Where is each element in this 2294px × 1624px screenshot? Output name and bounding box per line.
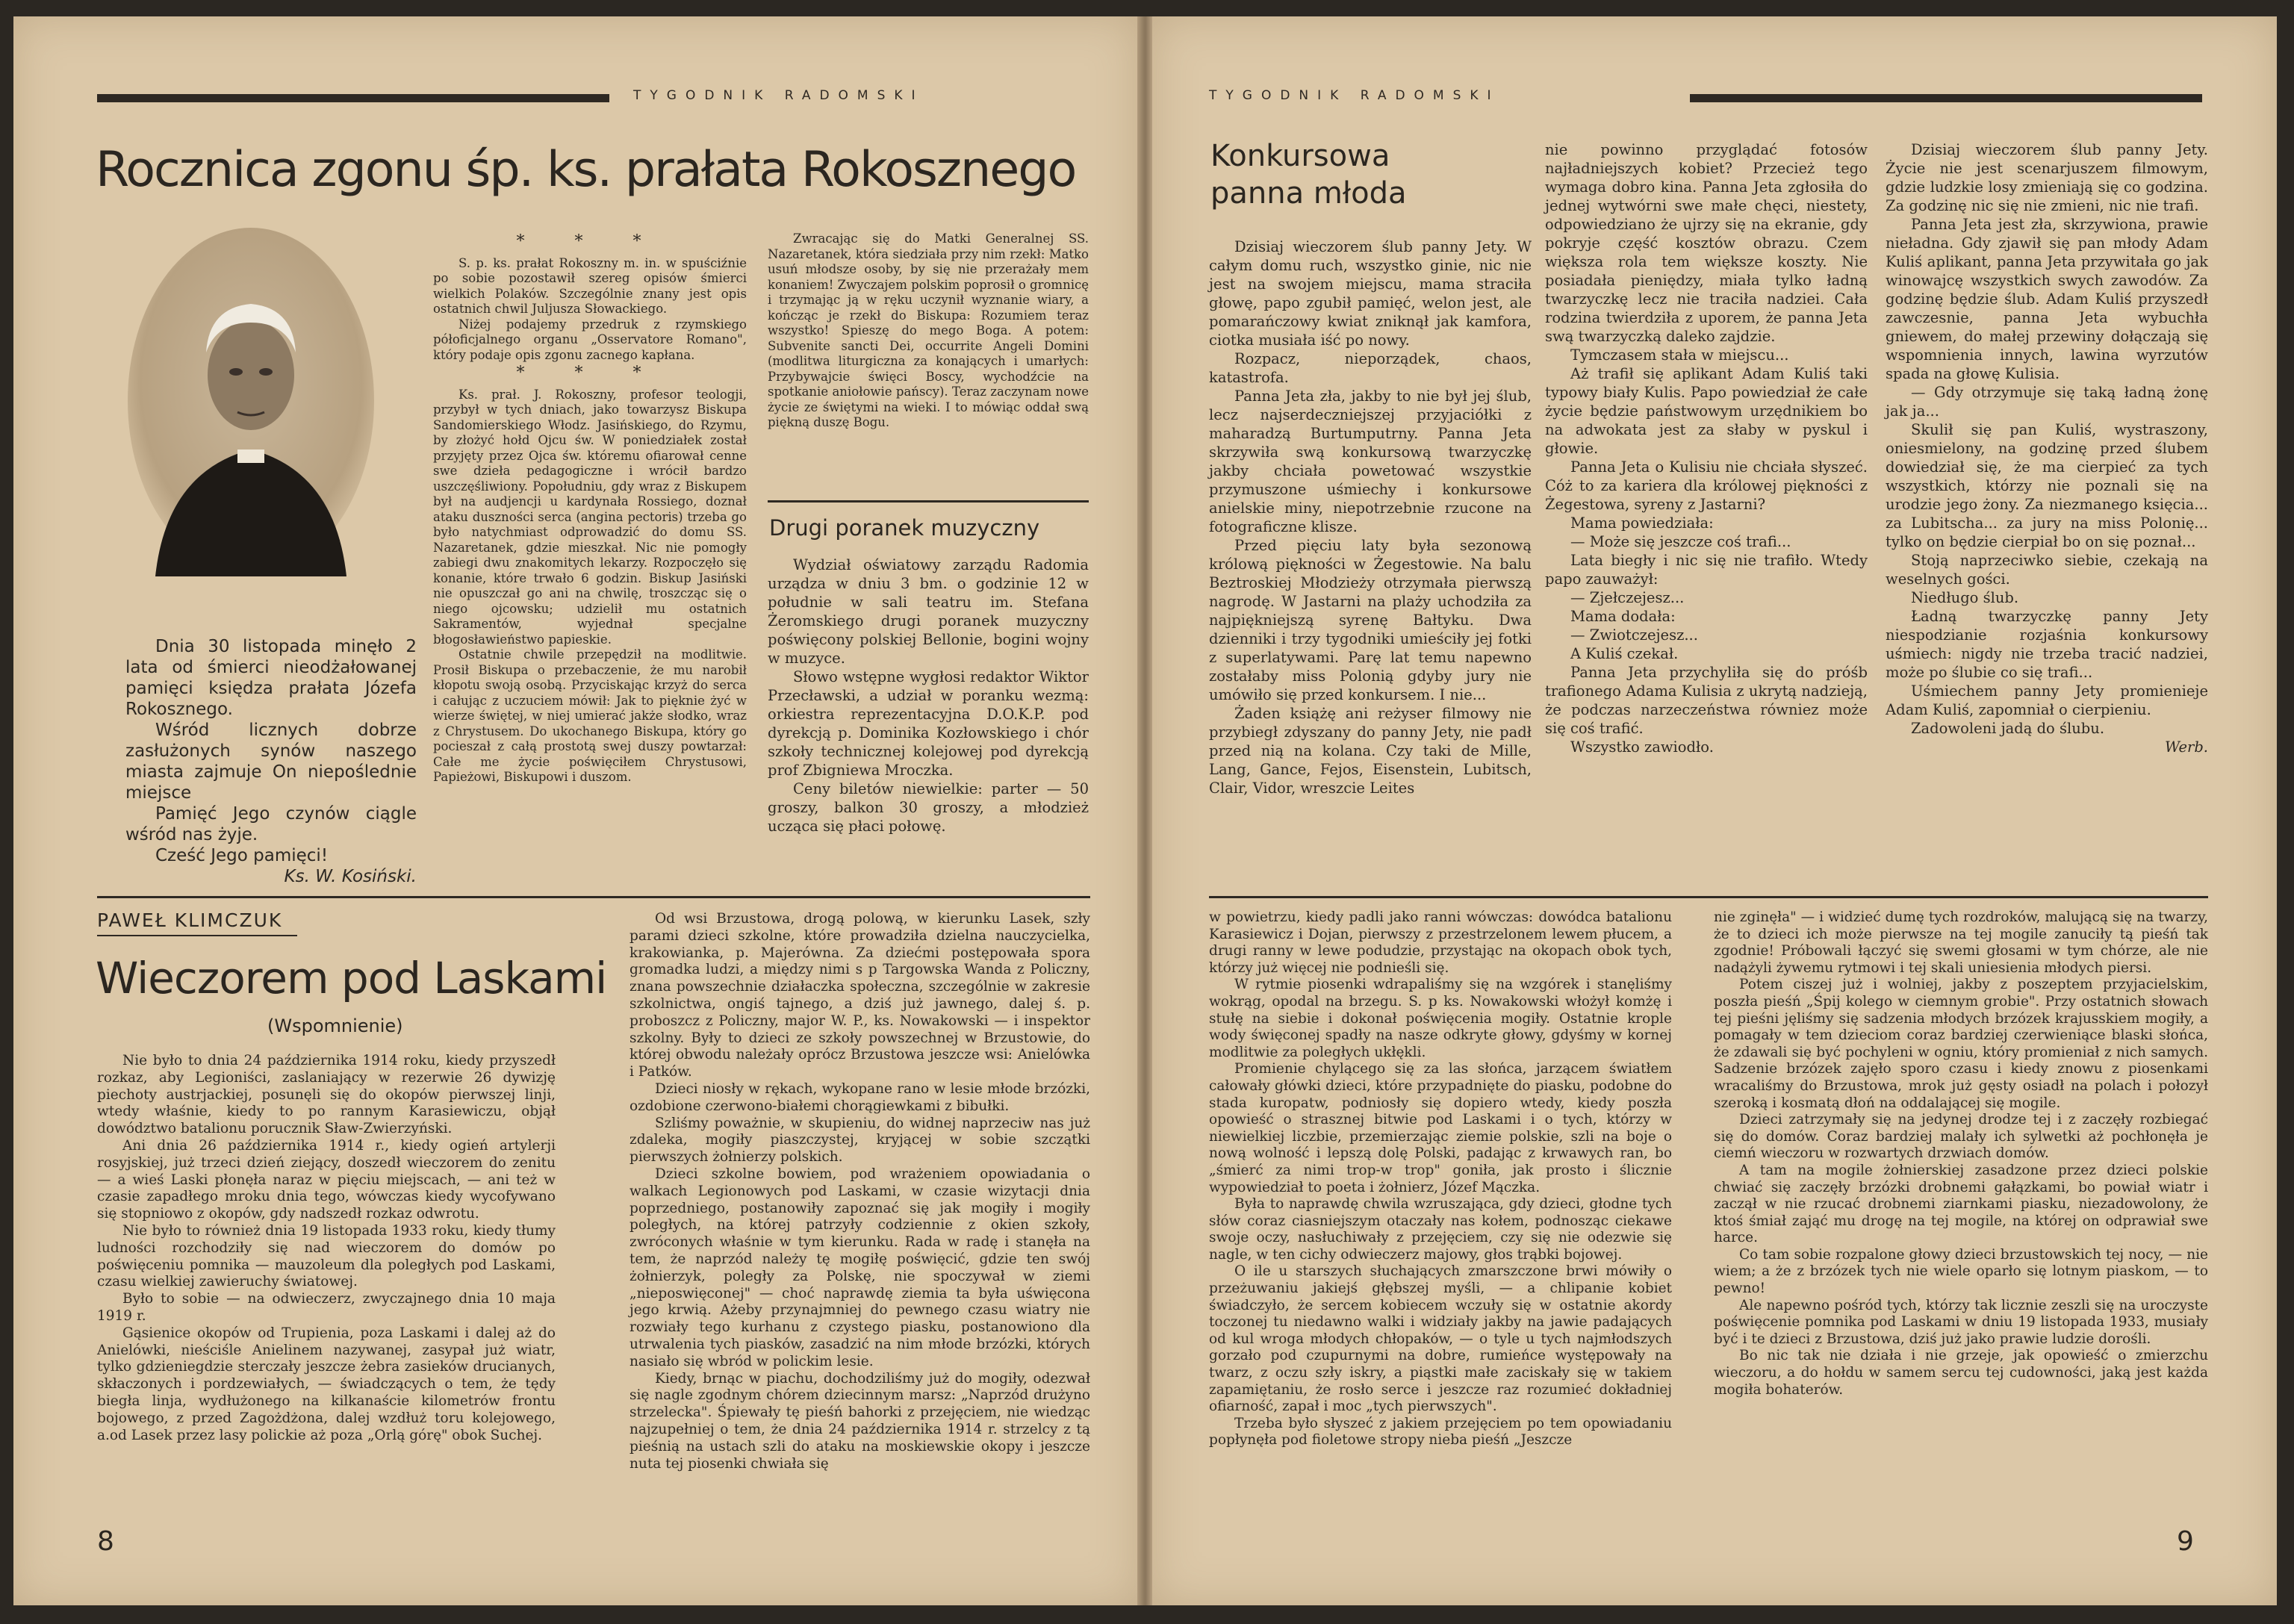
- paragraph: Dzieci szkolne bowiem, pod wrażeniem opowiadania o walkach Legionowych pod Laskami, w czasie wizytacji dnia poprzedniego, postanowiły zapoznać się jak mogiły i mogiły poległych, na której patrzyły codziennie z okien szkoły, zwróconych właśnie w tym kierunku. Rada w radę i stanęła na tem, że naprzód należy tę mogiłę poświęcić, gdzie ten swój żołnierzyk, poległy za Polskę, nie spoczywał w ziemi „nieposwięconej" — choć naprawdę ziemia ta była uświęcona jego krwią. Ażeby przynajmniej do pewnego czasu wiatry nie rozwiały tego kurhanu z czystego piasku, postanowiono dla utrwalenia tych piasków, zasadzić na nim młode brzózki, których nasiało się wbród w polickim lesie.: [630, 1166, 1090, 1369]
- section-stars: * * *: [516, 364, 664, 382]
- article-title-rokoszny: Rocznica zgonu śp. ks. prałata Rokosznego: [96, 142, 1076, 198]
- paragraph: — Zjełczejesz...: [1570, 589, 1685, 606]
- laski-column-1: [97, 1053, 556, 1444]
- section-stars: * * *: [516, 232, 664, 251]
- paragraph: Panna Jeta jest zła, skrzywiona, prawie nieładna. Gdy zjawił się pan młody Adam Kuliś aplikant, panna Jeta przywitała go jak winowajcę wszystkich swych zawodów. Za godzinę będzie ślub. Adam Kuliś przyszedł zawczesnie, panna Jeta wybuchła gniewem, do małej przewiny dołączają się wspomnienia innych, lawina wyrzutów spada na głowę Kulisia.: [1886, 216, 2208, 382]
- section-divider: [1209, 896, 2208, 898]
- paragraph: Nie było to dnia 24 października 1914 roku, kiedy przyszedł rozkaz, aby Legioniści, zaslaniający w rezerwie 26 dywizję piechoty austrjackiej, posunęli się do okopów pierwszej linji, wtedy właśnie, kiedy to po rannym Karasiewiczu, objął dowództwo batalionu porucznik Sław-Zwierzyński.: [97, 1053, 556, 1137]
- paragraph: Lata biegły i nic się nie trafiło. Wtedy papo zauważył:: [1545, 552, 1868, 588]
- book-spine: [1136, 16, 1154, 1605]
- tribute-paragraph: Wśród licznych dobrze zasłużonych synów naszego miasta zajmuje On niepoślednie miejsce: [125, 721, 417, 803]
- paragraph: Gąsienice okopów od Trupienia, poza Laskami i dalej aż do Anielówki, nieściśle Anielinem nazywanej, zasypał już wiatr, tylko gdzieniegdzie sterczały jeszcze żebra zasieków drucianych, skłaczonych i pordzewiałych, — świadczących o tem, że tędy biegła linja, wydłużonego na kilkanaście kilometrów frontu bojowego, z przed Zagożdżona, dalej wzdłuż toru kolejowego, a.od Lasek przez lasy polickie aż poza „Orlą górę" obok Suchej.: [97, 1325, 556, 1443]
- paragraph: Przed pięciu laty była sezonową królową piękności w Żegestowie. Na balu Beztroskiej Młodzieży otrzymała pierwszą nagrodę. W Jastarni na plaży uchodziła za najpiękniejszą syrenę Bałtyku. Dwa dzienniki i trzy tygodniki umieściły jej fotki z superlatywami. Parę lat temu napewno zostałaby miss Polonią gdyby jury nie umówiło się przed konkursem. I nie...: [1209, 537, 1532, 703]
- paragraph: Wszystko zawiodło.: [1570, 738, 1714, 756]
- paragraph: W rytmie piosenki wdrapaliśmy się na wzgórek i stanęliśmy wokrąg, opodal na brzegu. S. p ks. Nowakowski włożył komżę i stułę na siebie i dokonał poświęcenia mogiły. Ostatnie krople wody święconej spadły na nasze odkryte głowy, gdyśmy w kornej modlitwie za poległych ukłękli.: [1209, 977, 1672, 1060]
- tribute-paragraph: Pamięć Jego czynów ciągle wśród nas żyje.: [125, 804, 417, 844]
- paragraph: Nie było to również dnia 19 listopada 1933 roku, kiedy tłumy ludności rozchodziły się nad wieczorem do domów po poświęceniu pomnika — mauzoleum dla poległych pod Laskami, czasu wielkiej zawieruchy światowej.: [97, 1222, 556, 1290]
- paragraph: Żaden książę ani reżyser filmowy nie przybiegł zdyszany do panny Jety, nie padł przed nią na kolana. Czy taki de Mille, Lang, Gance, Fejos, Eisenstein, Lubitsch, Clair, Vidor, wreszcie Leites: [1209, 705, 1532, 797]
- header-rule: [97, 94, 609, 102]
- paragraph: Ostatnie chwile przepędził na modlitwie. Prosił Biskupa o przebaczenie, że mu narobił kłopotu swoją osobą. Przyciskając krzyż do serca i całując z uczuciem mówił: Jak to pięknie żyć w wierze świętej, w niej umierać jakże słodko, wraz z Chrystusem. Do ukochanego Biskupa, który go pocieszał z całą prostotą swej duszy powtarzał: Całe me życie poświęciłem Chrystusowi, Papieżowi, Biskupowi i duszom.: [433, 647, 747, 784]
- paragraph: — Zwiotczejesz...: [1570, 626, 1698, 644]
- right-page: [1152, 16, 2277, 1605]
- paragraph: Potem ciszej już i wolniej, jakby z poszeptem przyjacielskim, poszła pieśń „Śpij kolego w ciemnym grobie". Przy ostatnich słowach tej pieśni jęliśmy się sadzenia młodych brzózek krajusskiem mogiły, a pomagały w tem dzieciom coraz bardziej czerwieniące blaski słońca, że zdawali się być pochyleni w ogniu, który promieniał z nich samych. Sadzenie brzózek zajęło sporo czasu i kiedy znowu z piosenkami wracaliśmy do Brzustowa, mrok już gęsty osiadł na polach i połozył szeroką i kosmatą dłoń na oddalającej się mogile.: [1714, 977, 2208, 1111]
- left-page: [13, 16, 1137, 1605]
- paragraph: Ani dnia 26 października 1914 r., kiedy ogień artylerji rosyjskiej, już trzeci dzień ziejący, doszedł wieczorem do zenitu — a wieś Laski płonęła naraz w pięciu miejscach, — ani też w czasie zapadłego mroku dnia tego, wówczas kiedy wycofywano się stopniowo z okopów, gdy nadszedł rozkaz odwrotu.: [97, 1137, 556, 1222]
- tribute-paragraph: Cześć Jego pamięci!: [155, 846, 329, 865]
- tribute-paragraph: Dnia 30 listopada minęło 2 lata od śmierci nieodżałowanej pamięci księdza prałata Józefa Rokosznego.: [125, 637, 417, 719]
- header-rule: [1690, 94, 2202, 102]
- article-title-konkursowa: [1210, 137, 1407, 212]
- page-number: 8: [97, 1526, 114, 1557]
- paragraph: Szliśmy poważnie, w skupieniu, do widnej naprzeciw nas już zdaleka, mogiły piaszczystej, kryjącej w sobie szczątki pierwszych żołnierzy polskich.: [630, 1115, 1090, 1166]
- paragraph: Ale napewno pośród tych, którzy tak licznie zeszli się na uroczyste poświęcenie pomnika pod Laskami w dniu 19 listopada 1933, musiały być i te dzieci z Brzustowa, dziś już jako prawie ludzie dorośli.: [1714, 1297, 2208, 1347]
- paragraph: Trzeba było słyszeć z jakiem przejęciem po tem opowiadaniu popłynęła pod fioletowe stropy nieba pieśń „Jeszcze: [1209, 1415, 1672, 1449]
- paragraph: Panna Jeta o Kulisiu nie chciała słyszeć. Cóż to za kariera dla królowej piękności z Żegestowa, syreny z Jastarni?: [1545, 458, 1868, 513]
- author-underline: [97, 935, 297, 936]
- divider: [768, 500, 1089, 503]
- paragraph: Tymczasem stała w miejscu...: [1570, 346, 1789, 364]
- paragraph: A Kuliś czekał.: [1570, 645, 1679, 662]
- laski-column-2: [630, 911, 1090, 1472]
- paragraph: Było to sobie — na odwieczerz, zwyczajnego dnia 10 maja 1919 r.: [97, 1291, 556, 1324]
- paragraph: Dzieci zatrzymały się na jedynej drodze tej i z zaczęły rozbiegać się do domów. Coraz bardziej malały ich sylwetki aż pochłonęła je ciemń wieczoru w rozwartych drzwiach domów.: [1714, 1112, 2208, 1162]
- paragraph: Zadowoleni jadą do ślubu.: [1911, 720, 2105, 737]
- paragraph: Rozpacz, nieporządek, chaos, katastrofa.: [1209, 350, 1532, 386]
- paragraph: Była to naprawdę chwila wzruszająca, gdy dzieci, głodne tych słów coraz ciasniejszym otaczały nas kołem, podnosząc ciekawe swoje oczy, nasłuchiwały z przejęciem, czy się nie odezwie się nagle, w ten cichy odwieczerz majowy, głos trąbki bojowej.: [1209, 1196, 1672, 1263]
- paragraph: Niedługo ślub.: [1911, 589, 2019, 606]
- paragraph: Wydział oświatowy zarządu Radomia urządza w dniu 3 bm. o godzinie 12 w południe w sali teatru im. Stefana Żeromskiego drugi poranek muzyczny poświęcony polskiej Bellonie, bogini wojny w muzyce.: [768, 556, 1089, 667]
- konkursowa-column-2: [1545, 140, 1868, 756]
- paragraph: Co tam sobie rozpalone głowy dzieci brzustowskich tej nocy, — nie wiem; a że z brzózek tych nie wiele oparło się lotnym piaskom, — to pewno!: [1714, 1246, 2208, 1297]
- paragraph: Zwracając się do Matki Generalnej SS. Nazaretanek, która siedziała przy nim rzekł: Matko usuń młodsze osoby, by się nie przerażały mem konaniem! Zwyczajem polskim poprosił o gromnicę i trzymając ją w ręku uczynił wyznanie wiary, a kończąc je rzekł do Biskupa: Rozumiem teraz wszystko! Spieszę do mego Boga. A potem: Subvenite sancti Dei, occurrite Angeli Domini (modlitwa liturgiczna za konających i umarłych: Przybywajcie święci Boscy, wychodźcie na spotkanie aniołowie pańscy). Teraz zaczynam nowe życie ze świętymi na wieki. I to mówiąc oddał swą piękną duszę Bogu.: [768, 231, 1089, 429]
- paragraph: Bo nic tak nie działa i nie grzeje, jak opowieść o zmierzchu wieczoru, a do hołdu w samem sercu tej cudowności, jaką jest każda mogiła bohaterów.: [1714, 1348, 2208, 1398]
- paragraph: Panna Jeta przychyliła się do próśb trafionego Adama Kulisia z ukrytą nadzieją, że podczas narzeczeństwa równiez może się coś trafić.: [1545, 664, 1868, 737]
- paragraph: Kiedy, brnąc w piachu, dochodziliśmy już do mogiły, odezwał się nagle zgodnym chórem dziecinnym marsz: „Naprzód drużyno strzelecka". Śpiewały tę pieśń bahorki z przejęciem, nie wiedząc najzupełniej o tem, że dnia 24 października 1914 r. strzelcy z tą pieśnią na ustach szli do ataku na moskiewskie okopy i jeszcze nuta tej piosenki chwiała się: [630, 1370, 1090, 1472]
- article-title-poranek: Drugi poranek muzyczny: [769, 515, 1040, 541]
- paragraph: Panna Jeta zła, jakby to nie był jej ślub, lecz najserdeczniejszej przyjaciółki z maharadzą Burtumputrny. Panna Jeta skrzywiła swą konkursową twarzyczkę jakby chciała powetować wszystkie przymuszone uśmiechy i konkursowe anielskie miny, niepotrzebnie rzucone na fotograficzne klisze.: [1209, 388, 1532, 535]
- paragraph: Skulił się pan Kuliś, wystraszony, oniesmielony, na godzinę przed ślubem dowiedział się, że ma cierpieć za tych wszystkich, którzy nie poznali się na urodzie jego żony. Za niezmanego księcia... za Lubitscha... za jury na miss Polonię... tylko on będzie cierpiał bo on się poznał...: [1886, 421, 2208, 550]
- paragraph: Stoją naprzeciwko siebie, czekają na weselnych gości.: [1886, 552, 2208, 588]
- article-author: PAWEŁ KLIMCZUK: [97, 909, 283, 931]
- paragraph: Ks. prał. J. Rokoszny, profesor teologji, przybył w tych dniach, jako towarzysz Biskupa Sandomierskiego Włodz. Jasińskiego, do Rzymu, by złożyć hołd Ojcu św. W poniedziałek został przyjęty przez Ojca św. któremu ofiarował cenne swe dzieła pedagogiczne i wrócił bardzo uszczęśliwiony. Popołudniu, gdy wraz z Biskupem był na audjencji u kardynała Rossiego, doznał ataku duszności serca (angina pectoris) trzeba go było natychmiast odprowadzić do domu SS. Nazaretanek, gdzie mieszkał. Nic nie pomogły zabiegi dwu znakomitych lekarzy. Rozpoczęło się konanie, które trwało 6 godzin. Biskup Jasiński nie opuszczał go ani na chwilę, troszcząc się o niego ojcowsku; udzielił mu ostatnich Sakramentów, wyjednał specjalne błogosławieństwo papieskie.: [433, 387, 747, 647]
- paragraph: Dzisiaj wieczorem ślub panny Jety. W całym domu ruch, wszystko ginie, nic nie jest na swojem miejscu, mama straciła głowę, papo zgubił pamięć, welon jest, ale pomarańczowy kwiat zniknął jak kamfora, ciotka musiała iść po nowy.: [1209, 238, 1532, 349]
- article-title-laski: Wieczorem pod Laskami: [96, 953, 607, 1004]
- paragraph: S. p. ks. prałat Rokoszny m. in. w spuściźnie po sobie pozostawił szereg opisów śmierci wielkich Polaków. Szczególnie znany jest opis ostatnich chwil Juljusza Słowackiego.: [433, 255, 747, 316]
- paragraph: A tam na mogile żołnierskiej zasadzone przez dzieci polskie chwiać się zaczęły brzózki drobnemi gałązkami, bo powiał wiatr i zaczął w nie rzucać drobnemi ziarnkami piasku, niezadowolony, że ktoś śmiał zająć mu drogę na tej mogile, na której on odprawiał swe harce.: [1714, 1162, 2208, 1246]
- paragraph: Mama powiedziała:: [1570, 514, 1714, 532]
- paragraph: Niżej podajemy przedruk z rzymskiego półoficjalnego organu „Osservatore Romano", który podaje opis zgonu zacnego kapłana.: [433, 317, 747, 362]
- portrait-photo: [125, 225, 377, 576]
- laski-continued-column-1: [1209, 909, 1672, 1449]
- paragraph: — Gdy otrzymuje się taką ładną żonę jak ja...: [1886, 384, 2208, 420]
- paragraph: O ile u starszych słuchających zmarszczone brwi mówiły o przeżuwaniu jakiejś głębszej myśli, — a chlipanie kobiet świadczyło, że sercem kobiecem wczuły się w ostatnie akordy toczonej tu niedawno walki i widziały jakby na jawie padających od kul wroga młodych chłopaków, — o tyle u tych najmłodszych gorzało pod czupurnymi na dobre, rumieńce występowały na twarz, z oczu szły iskry, a piąstki małe zaciskały się w takiem zapamiętaniu, że rosło serce i jeszcze raz rozumieć dokładniej ofiarność, zapał i moc „tych pierwszych".: [1209, 1263, 1672, 1415]
- paragraph: Dzisiaj wieczorem ślub panny Jety. Życie nie jest scenarjuszem filmowym, gdzie ludzkie losy zmieniają się co godzina. Za godzinę nic się nie zmieni, nic nie trafi.: [1886, 141, 2208, 214]
- paragraph: Promienie chylącego się za las słońca, jarzącem światłem całowały główki dzieci, które przypadnięte do piasku, podobne do stada kuropatw, podniosły się dopiero wtedy, kiedy poszła opowieść o strasznej bitwie pod Laskami i o tych, którzy w niewielkiej liczbie, przemierzając ziemie polskie, szli na boje o nową wolność i lepszą dolę Polski, padając z krwawych ran, bo „śmierć za nimi trop-w trop" goniła, jak prosto i ślicznie wypowiedział to poeta i żołnierz, Józef Mączka.: [1209, 1061, 1672, 1195]
- poranek-column: [768, 556, 1089, 836]
- article-subtitle: (Wspomnienie): [267, 1015, 403, 1036]
- paragraph: w powietrzu, kiedy padli jako ranni wówczas: dowódca batalionu Karasiewicz i Dojan, pierwszy z przestrzelonem lewem płucem, a drugi ranny w lewe podudzie, przystając na okopach obok tych, którzy już więcej nie podnieśli się.: [1209, 909, 1672, 976]
- section-divider: [97, 896, 1090, 898]
- article-signature: Werb.: [2165, 738, 2208, 756]
- page-number: 9: [2177, 1526, 2194, 1557]
- paragraph: nie zginęła" — i widzieć dumę tych rozdroków, malującą się na twarzy, że to dzieci ich może pierwsze na tej mogile zanuciły tą pieśń tak zgodnie! Próbowali łączyć się swemi głosami w tym chórze, ale nie nadążyli żywemu rytmowi i tej skali uniesienia młodych piersi.: [1714, 909, 2208, 976]
- title-line: panna młoda: [1210, 176, 1407, 211]
- paragraph: — Może się jeszcze coś trafi...: [1570, 533, 1791, 550]
- rokoszny-column-3: [768, 231, 1089, 431]
- tribute-signature: Ks. W. Kosiński.: [284, 867, 417, 886]
- paragraph: Dzieci niosły w rękach, wykopane rano w lesie młode brzózki, ozdobione czerwono-białemi chorągiewkami z bibułki.: [630, 1080, 1090, 1114]
- paragraph: Aż trafił się aplikant Adam Kuliś taki typowy biały Kulis. Papo powiedział że całe życie będzie państwowym urzędnikiem bo na adwokata jest za słaby w pyskul i głowie.: [1545, 365, 1868, 457]
- rokoszny-column-2: [433, 231, 747, 785]
- konkursowa-column-3: [1886, 140, 2208, 756]
- paragraph: nie powinno przyglądać fotosów najładniejszych kobiet? Przecież tego wymaga dobro kina. Panna Jeta zgłosiła do jednej wytwórni swe małe chęci, niestety, odpowiedziano że ujrzy się na ekranie, gdy pokryje część kosztów obrazu. Czem większa rola tem większe koszty. Nie posiadała pieniędzy, miała tylko ładną twarzyczkę lecz nie traciła nadziei. Cała rodzina twierdziła z uporem, że panna Jeta swą twarzyczką daleko zajdzie.: [1545, 141, 1868, 345]
- paragraph: Mama dodała:: [1570, 608, 1676, 625]
- paragraph: Uśmiechem panny Jety promienieje Adam Kuliś, zapomniał o cierpieniu.: [1886, 682, 2208, 718]
- paragraph: Ładną twarzyczkę panny Jety niespodzianie rozjaśnia konkursowy uśmiech: nigdy nie trzeba tracić nadziei, może po ślubie co się trafi...: [1886, 608, 2208, 681]
- konkursowa-column-1: [1209, 237, 1532, 797]
- paragraph: Ceny biletów niewielkie: parter — 50 groszy, balkon 30 groszy, a młodzież ucząca się płaci połowę.: [768, 780, 1089, 835]
- laski-continued-column-2: [1714, 909, 2208, 1399]
- tribute-text: [125, 636, 417, 887]
- paragraph: Od wsi Brzustowa, drogą polową, w kierunku Lasek, szły parami dzieci szkolne, które prowadziła dzielna nauczycielka, krakowianka, p. Majerówna. Za dziećmi postępowała spora gromadka ludzi, a między nimi s p Targowska Wanda z Policzny, znana powszechnie działaczka społeczna, szczególnie w zakresie szkolnictwa, ongiś tajnego, a dziś już jawnego, dalej ś. p. proboszcz z Policzny, major W. P., ks. Nowakowski — i inspektor szkolny. Były to dzieci ze szkoły powszechnej w Brzustowie, do której obwodu należały oprócz Brzustowa jeszcze wsi: Anielówka i Patków.: [630, 911, 1090, 1080]
- title-line: Konkursowa: [1210, 139, 1390, 173]
- running-head: TYGODNIK RADOMSKI: [1209, 88, 1500, 103]
- paragraph: Słowo wstępne wygłosi redaktor Wiktor Przecławski, a udział w poranku wezmą: orkiestra reprezentacyjna D.O.K.P. pod dyrekcją p. Dominika Kozłowskiego i chór szkoły technicznej kolejowej pod dyrekcją prof Zbigniewa Mroczka.: [768, 668, 1089, 779]
- running-head: TYGODNIK RADOMSKI: [633, 88, 924, 103]
